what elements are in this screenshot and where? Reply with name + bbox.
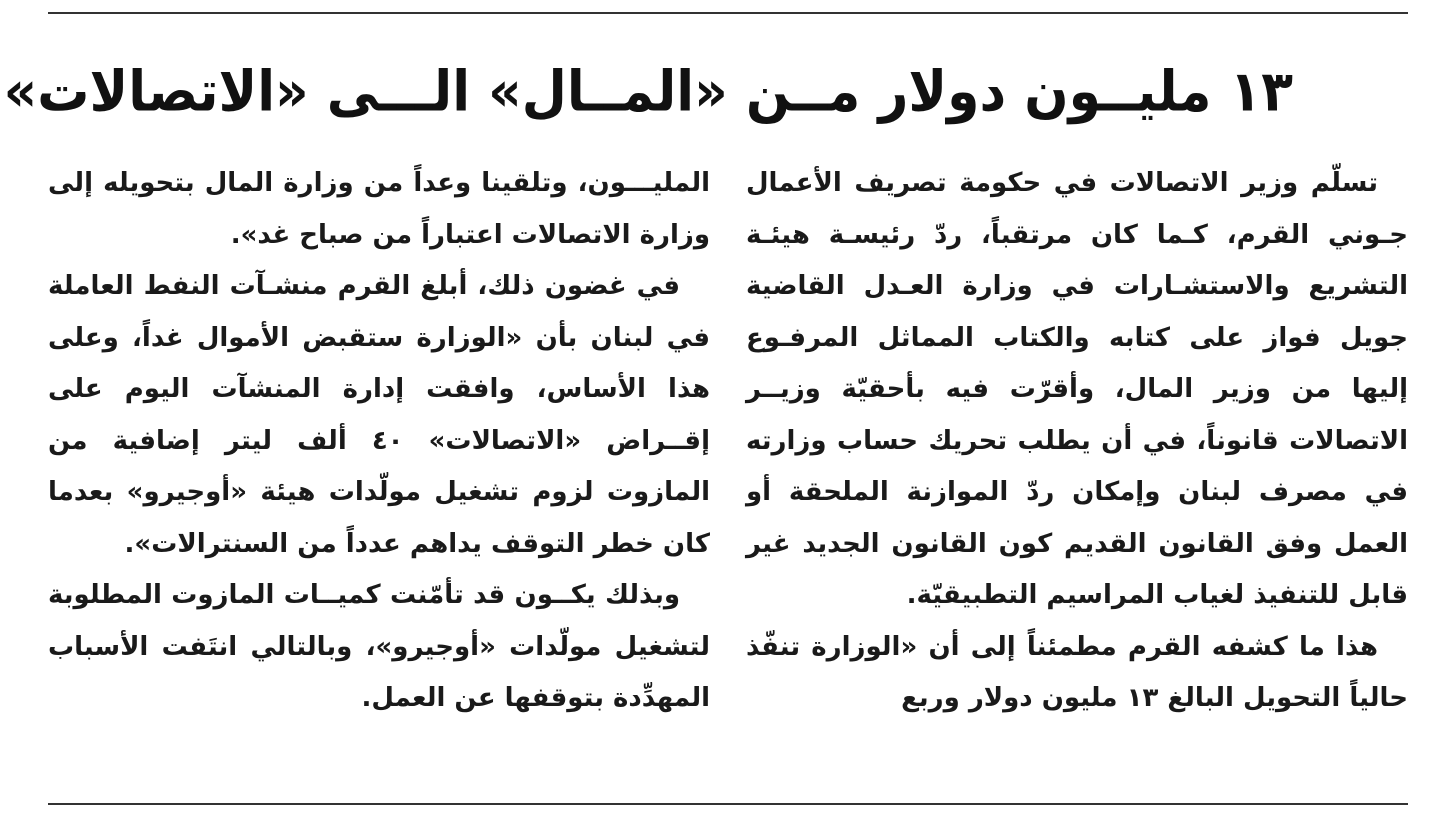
headline: ١٣ مليــون دولار مــن «المــال» الـــى «الاتصالات» (3, 59, 1293, 125)
article-column-left (48, 158, 710, 725)
paragraph: في غضون ذلك، أبلغ القرم منشـآت النفط العاملة في لبنان بأن «الوزارة ستقبض الأموال غداً، وعلى هذا الأساس، وافقت إدارة المنشآت اليوم على إقــراض «الاتصالات» ٤٠ ألف ليتر إضافية من المازوت لزوم تشغيل مولّدات هيئة «أوجيرو» بعدما كان خطر التوقف يداهم عدداً من السنترالات». (48, 271, 710, 559)
paragraph: تسلّم وزير الاتصالات في حكومة تصريف الأعمال جـوني القرم، كـما كان مرتقباً، ردّ رئيسـة هيئـة التشريع والاستشـارات في وزارة العـدل القاضية جويل فواز على كتابه والكتاب المماثل المرفـوع إليها من وزير المال، وأقرّت فيه بأحقيّة وزيــر الاتصالات قانوناً، في أن يطلب تحريك حساب وزارته في مصرف لبنان وإمكان ردّ الموازنة الملحقة أو العمل وفق القانون القديم كون القانون الجديد غير قابل للتنفيذ لغياب المراسيم التطبيقيّة. (746, 168, 1408, 610)
paragraph: هذا ما كشفه القرم مطمئناً إلى أن «الوزارة تنفّذ حالياً التحويل البالغ ١٣ مليون دولار وربع (746, 631, 1408, 713)
bottom-rule (48, 803, 1408, 805)
article-column-right (746, 158, 1408, 725)
paragraph-continued: المليـــون، وتلقينا وعداً من وزارة المال بتحويله إلى وزارة الاتصالات اعتباراً من صباح غد». (48, 168, 710, 250)
paragraph: وبذلك يكــون قد تأمّنت كميــات المازوت المطلوبة لتشغيل مولّدات «أوجيرو»، وبالتالي انتَفت الأسباب المهدِّدة بتوقفها عن العمل. (48, 580, 710, 713)
top-rule (48, 12, 1408, 14)
